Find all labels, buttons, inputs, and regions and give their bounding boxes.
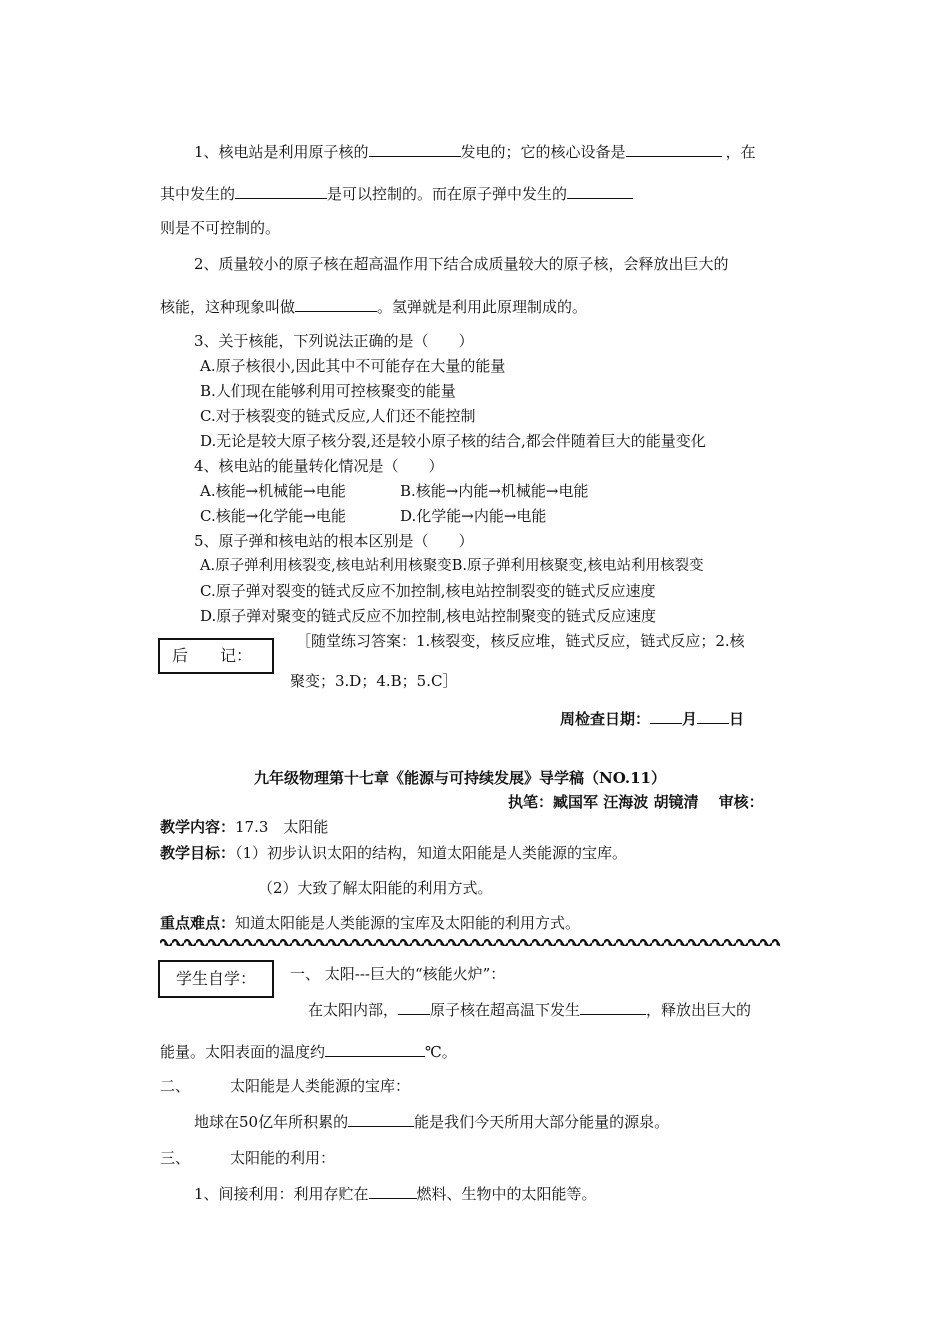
day-blank[interactable] xyxy=(697,708,729,724)
teaching-goal-1-text: （1）初步认识太阳的结构，知道太阳能是人类能源的宝库。 xyxy=(235,844,628,862)
teaching-goal-2: （2）大致了解太阳能的利用方式。 xyxy=(258,879,493,897)
afterword-line2: 聚变；3.D；4.B；5.C］ xyxy=(290,672,458,690)
q3-option-d: D.无论是较大原子核分裂,还是较小原子核的结合,都会伴随着巨大的能量变化 xyxy=(200,432,706,450)
key-points-label: 重点难点： xyxy=(160,914,236,932)
q5-option-c: C.原子弹对裂变的链式反应不加控制,核电站控制裂变的链式反应速度 xyxy=(200,582,656,600)
q2-text-c: 。氢弹就是利用此原理制成的。 xyxy=(377,298,588,316)
q2-line1: 2、质量较小的原子核在超高温作用下结合成质量较大的原子核，会释放出巨大的 xyxy=(194,255,729,273)
q1-text-d: 其中发生的 xyxy=(160,185,236,203)
section-1-title: 一、 太阳---巨大的“核能火炉”： xyxy=(290,965,506,983)
section-1-line2 xyxy=(160,1041,457,1062)
q1-blank-3[interactable] xyxy=(235,183,327,199)
s1-text-a: 在太阳内部， xyxy=(308,1001,399,1019)
q4-stem: 4、核电站的能量转化情况是（ ） xyxy=(194,457,444,475)
q5-option-ab xyxy=(200,556,704,576)
teaching-goal-label: 教学目标： xyxy=(160,844,236,862)
q1-blank-4[interactable] xyxy=(567,183,633,199)
s3-blank-1[interactable] xyxy=(369,1183,417,1199)
s1-text-d: 能量。太阳表面的温度约 xyxy=(160,1043,326,1061)
s1-blank-1[interactable] xyxy=(398,999,430,1015)
q4-option-d: D.化学能→内能→电能 xyxy=(400,507,547,525)
q2-blank-1[interactable] xyxy=(295,296,377,312)
s2-num: 二、 xyxy=(160,1077,191,1095)
q1-text-e: 是可以控制的。而在原子弹中发生的 xyxy=(327,185,568,203)
section-3-line1 xyxy=(194,1183,597,1204)
afterword-label: 后 记： xyxy=(172,646,253,665)
decorative-divider xyxy=(160,934,780,946)
month-label: 月 xyxy=(682,710,698,728)
q5-stem: 5、原子弹和核电站的根本区别是（ ） xyxy=(194,532,474,550)
s3-title: 太阳能的利用： xyxy=(230,1149,336,1167)
q1-blank-2[interactable] xyxy=(626,141,722,157)
q1-line3: 则是不可控制的。 xyxy=(160,219,281,237)
section-3-title xyxy=(160,1148,335,1168)
teaching-goal-1 xyxy=(160,843,627,863)
weekly-check xyxy=(560,708,744,729)
s1-text-c: ，释放出巨大的 xyxy=(646,1001,752,1019)
q5-option-b: B.原子弹利用核聚变,核电站利用核裂变 xyxy=(451,558,704,574)
q4-option-a: A.核能→机械能→电能 xyxy=(200,482,346,500)
s3-text-a: 1、间接利用：利用存贮在 xyxy=(194,1185,369,1203)
q3-option-a: A.原子核很小,因此其中不可能存在大量的能量 xyxy=(200,357,506,375)
s3-text-b: 燃料、生物中的太阳能等。 xyxy=(416,1185,597,1203)
q2-text-b: 核能，这种现象叫做 xyxy=(160,298,296,316)
s1-text-b: 原子核在超高温下发生 xyxy=(430,1001,581,1019)
doc-authors: 执笔：臧国军 汪海波 胡镜清 审核： xyxy=(508,793,764,811)
s2-text-b: 能是我们今天所用大部分能量的源泉。 xyxy=(414,1113,670,1131)
q3-option-b: B.人们现在能够利用可控核聚变的能量 xyxy=(200,382,456,400)
month-blank[interactable] xyxy=(650,708,682,724)
q5-option-a: A.原子弹利用核裂变,核电站利用核聚变 xyxy=(200,558,452,574)
q1-text-c: ，在 xyxy=(725,143,756,161)
s1-text-e: ℃。 xyxy=(425,1043,457,1061)
key-points-value: 知道太阳能是人类能源的宝库及太阳能的利用方式。 xyxy=(235,914,581,932)
day-label: 日 xyxy=(729,710,745,728)
s2-blank-1[interactable] xyxy=(348,1111,414,1127)
s2-title: 太阳能是人类能源的宝库： xyxy=(230,1077,411,1095)
q3-option-c: C.对于核裂变的链式反应,人们还不能控制 xyxy=(200,407,476,425)
section-1-line1 xyxy=(308,999,751,1020)
section-2-title xyxy=(160,1076,410,1096)
afterword-label-box xyxy=(158,638,274,674)
key-points xyxy=(160,913,580,933)
teaching-content-label: 教学内容： xyxy=(160,818,236,836)
q3-stem: 3、关于核能，下列说法正确的是（ ） xyxy=(194,332,474,350)
q1-line2 xyxy=(160,183,633,204)
q5-option-d: D.原子弹对聚变的链式反应不加控制,核电站控制聚变的链式反应速度 xyxy=(200,607,657,625)
q2-line2 xyxy=(160,296,587,317)
q1-blank-1[interactable] xyxy=(369,141,461,157)
teaching-content-value: 17.3 太阳能 xyxy=(235,818,329,836)
s1-blank-2[interactable] xyxy=(580,999,646,1015)
teaching-content xyxy=(160,817,328,837)
self-study-label-box xyxy=(158,960,274,998)
section-2-line1 xyxy=(194,1111,669,1132)
self-study-label: 学生自学： xyxy=(175,969,256,988)
divider-pattern xyxy=(160,937,780,946)
weekly-check-prefix: 周检查日期： xyxy=(560,710,651,728)
doc-title: 九年级物理第十七章《能源与可持续发展》导学稿（NO.11） xyxy=(254,769,666,787)
s1-blank-3[interactable] xyxy=(325,1041,425,1057)
s3-num: 三、 xyxy=(160,1149,191,1167)
s2-text-a: 地球在50亿年所积累的 xyxy=(194,1113,349,1131)
q4-option-b: B.核能→内能→机械能→电能 xyxy=(400,482,589,500)
q1-text-b: 发电的；它的核心设备是 xyxy=(460,143,626,161)
q1-text-a: 1、核电站是利用原子核的 xyxy=(194,143,369,161)
afterword-line1: ［随堂练习答案：1.核裂变，核反应堆，链式反应，链式反应；2.核 xyxy=(296,632,745,650)
q4-option-c: C.核能→化学能→电能 xyxy=(200,507,346,525)
q1-line1 xyxy=(194,141,756,162)
